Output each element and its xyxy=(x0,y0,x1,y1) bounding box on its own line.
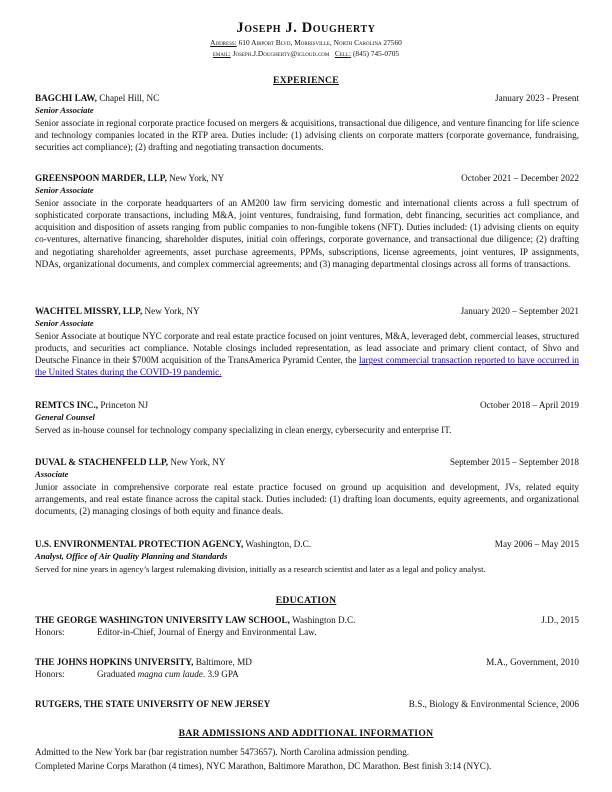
experience-entry xyxy=(35,92,579,153)
employer-location: Princeton NJ xyxy=(98,400,149,410)
honors-text: Graduated xyxy=(97,669,138,680)
school-name: RUTGERS, THE STATE UNIVERSITY OF NEW JERSEY xyxy=(35,699,271,709)
contact-line xyxy=(0,48,612,59)
honors-label: Honors: xyxy=(35,669,65,680)
employer-name: WACHTEL MISSRY, LLP, xyxy=(35,306,143,316)
employment-dates: September 2015 – September 2018 xyxy=(449,457,579,467)
honors-latin: magna cum laude xyxy=(137,669,203,680)
employment-dates: January 2020 – September 2021 xyxy=(460,306,579,316)
employment-dates: January 2023 - Present xyxy=(495,93,579,103)
honors-row xyxy=(35,668,579,680)
job-title: Senior Associate xyxy=(35,318,94,329)
address-label: Address: xyxy=(210,38,237,47)
employer-name: REMTCS INC., xyxy=(35,400,99,410)
experience-entry xyxy=(35,399,579,436)
job-description: Senior associate in regional corporate practice focused on mergers & acquisitions, transactional due diligence, and venture financing for life science and technology companies located in the RTP area. Duties include: (1) advising clients on corporate matters (corporate governance, fundraising, securities act compliance); (2) drafting and negotiating transaction documents. xyxy=(35,117,579,153)
additional-info xyxy=(35,745,595,773)
candidate-name: Joseph J. Dougherty xyxy=(236,20,376,36)
employer-name: GREENSPOON MARDER, LLP, xyxy=(35,173,167,183)
marathon-line: Completed Marine Corps Marathon (4 times), NYC Marathon, Baltimore Marathon, DC Marathon. Best finish 3:14 (NYC). xyxy=(35,761,492,771)
address-line xyxy=(0,37,612,48)
employer-name: U.S. ENVIRONMENTAL PROTECTION AGENCY, xyxy=(35,539,244,549)
job-title: Associate xyxy=(35,469,69,480)
job-description-text: Senior Associate at boutique NYC corporate and real estate practice focused on joint ventures, M&A, leveraged debt, commercial leases, structured products, and securities act compliance. Notable closings included representation, as lead associate and primary client contact, of Shvo and Deutsche Finance in their $700M acquisition of the TransAmerica Pyramid Center, the xyxy=(35,330,579,366)
honors-gpa: . 3.9 GPA xyxy=(202,669,239,680)
job-description: Junior associate in comprehensive corporate real estate practice focused on ground up acquisition and development, JVs, related equity arrangements, and real estate finance across the capital stack. Duties included: (1) drafting loan documents, equity agreements, and organizational documents, (2) managing closings of both equity and finance deals. xyxy=(35,481,579,517)
job-title: Analyst, Office of Air Quality Planning and Standards xyxy=(35,551,228,562)
job-description: Served as in-house counsel for technology company specializing in clean energy, cybersecurity and enterprise IT. xyxy=(35,424,452,435)
job-title: Senior Associate xyxy=(35,185,94,196)
employer-location: New York, NY xyxy=(142,306,200,316)
education-entry xyxy=(35,698,579,710)
email-label: email: xyxy=(212,49,231,58)
employment-dates: October 2021 – December 2022 xyxy=(461,173,579,183)
honors-row xyxy=(35,626,579,638)
experience-entry xyxy=(35,305,579,379)
experience-heading: EXPERIENCE xyxy=(273,75,339,86)
job-title: General Counsel xyxy=(35,412,95,423)
school-location: Washington D.C. xyxy=(289,615,356,625)
resume-header xyxy=(0,20,612,59)
employer-name: DUVAL & STACHENFELD LLP, xyxy=(35,457,169,467)
education-entry xyxy=(35,656,579,681)
honors-label: Honors: xyxy=(35,627,65,638)
school-name: THE GEORGE WASHINGTON UNIVERSITY LAW SCHOOL, xyxy=(35,615,290,625)
employer-location: Chapel Hill, NC xyxy=(96,93,160,103)
degree: B.S., Biology & Environmental Science, 2006 xyxy=(408,699,579,709)
bar-admissions-heading: BAR ADMISSIONS AND ADDITIONAL INFORMATION xyxy=(178,728,434,739)
job-description: Senior associate in the corporate headquarters of an AM200 law firm servicing domestic and international clients across a full spectrum of sophisticated corporate transactions, including M&A, joint ventures, fundraising, fund formation, debt financing, securities act compliance, and acquisition and disposition of assets ranging from public companies to non-fungible tokens (NFT). Duties included: (1) advising clients on equity co-ventures, alternative financing, shareholder disputes, initial coin offerings, corporate governance, and transactional due diligence; (2) drafting and negotiating shareholder agreements, asset purchase agreements, PPMs, subscriptions, license agreements, joint ventures, IP assignments, NDAs, organizational documents, and complex commercial agreements; and (3) managing departmental closings across all forms of transactions. xyxy=(35,197,579,270)
cell-label: Cell: xyxy=(334,49,352,58)
bar-admission-line: Admitted to the New York bar (bar registration number 5473657). North Carolina admission pending. xyxy=(35,747,410,757)
employment-dates: October 2018 – April 2019 xyxy=(479,400,579,410)
employer-location: New York, NY xyxy=(166,173,225,183)
honors-value xyxy=(97,668,239,680)
transaction-news-link[interactable]: largest commercial transaction reported to have occurred in the United States during the COVID-19 pandemic. xyxy=(35,355,579,378)
school-location: Baltimore, MD xyxy=(193,657,252,667)
school-name: THE JOHNS HOPKINS UNIVERSITY, xyxy=(35,657,194,667)
degree: J.D., 2015 xyxy=(541,615,579,625)
job-description: Served for nine years in agency’s largest rulemaking division, initially as a research scientist and later as a legal and policy analyst. xyxy=(35,563,486,574)
address-value: 610 Airport Blvd, Morrisville, North Carolina 27560 xyxy=(238,38,402,47)
job-description xyxy=(35,330,579,379)
employer-location: New York, NY xyxy=(168,457,226,467)
employer-name: BAGCHI LAW, xyxy=(35,93,97,103)
experience-entry xyxy=(35,538,579,575)
education-heading: EDUCATION xyxy=(275,595,337,606)
degree: M.A., Government, 2010 xyxy=(486,657,579,667)
email-value[interactable]: Joseph.J.Dougherty@icloud.com xyxy=(232,49,330,58)
experience-entry xyxy=(35,456,579,517)
education-entry xyxy=(35,614,579,639)
job-title: Senior Associate xyxy=(35,105,94,116)
experience-entry xyxy=(35,172,579,270)
employer-location: Washington, D.C. xyxy=(243,539,312,549)
honors-value: Editor-in-Chief, Journal of Energy and Environmental Law. xyxy=(97,627,317,638)
employment-dates: May 2006 – May 2015 xyxy=(494,539,579,549)
cell-value: (845) 745-0705 xyxy=(352,49,400,58)
